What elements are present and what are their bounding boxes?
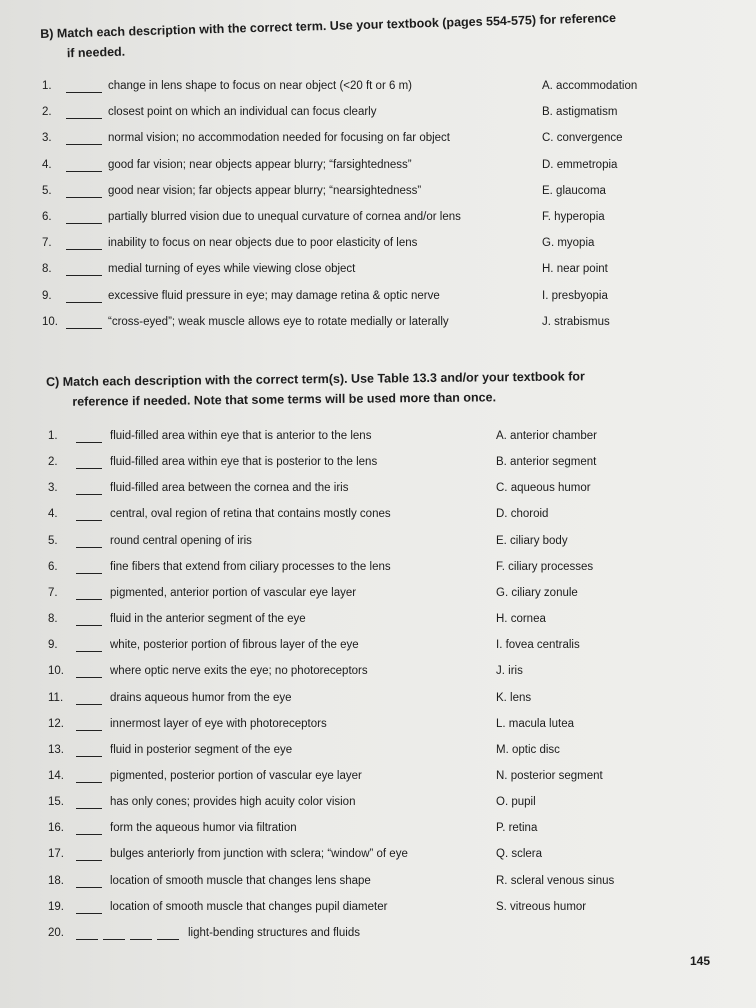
question-number: 8. — [42, 263, 52, 276]
answer-option: R. scleral venous sinus — [496, 874, 615, 887]
section-b-heading — [40, 5, 721, 64]
question-row — [42, 211, 682, 227]
answer-option: M. optic disc — [496, 743, 560, 756]
question-number: 20. — [48, 926, 64, 939]
question-description: partially blurred vision due to unequal curvature of cornea and/or lens — [108, 211, 461, 223]
answer-option: H. cornea — [496, 613, 546, 626]
answer-option: F. ciliary processes — [496, 560, 594, 573]
question-row — [48, 613, 638, 629]
answer-blank[interactable] — [76, 756, 102, 757]
section-b-heading-line1: B) Match each description with the correct term. Use your textbook (pages 554-575) for reference — [40, 10, 617, 41]
question-number: 1. — [42, 80, 52, 92]
question-description: fluid-filled area between the cornea and the iris — [110, 482, 349, 495]
question-row — [48, 508, 638, 524]
answer-option: A. anterior chamber — [496, 430, 597, 442]
question-description: white, posterior portion of fibrous layer of the eye — [110, 639, 359, 652]
section-c-heading — [46, 365, 686, 412]
question-description: form the aqueous humor via filtration — [110, 822, 297, 835]
question-description: location of smooth muscle that changes pupil diameter — [110, 900, 388, 913]
question-description: excessive fluid pressure in eye; may damage retina & optic nerve — [108, 289, 440, 302]
answer-option: D. choroid — [496, 508, 549, 521]
answer-option: A. accommodation — [542, 80, 638, 92]
question-number: 3. — [48, 482, 58, 495]
answer-option: C. aqueous humor — [496, 482, 591, 495]
answer-option: B. astigmatism — [542, 106, 618, 119]
question-row — [48, 718, 638, 734]
question-description: round central opening of iris — [110, 534, 252, 547]
question-number: 17. — [48, 848, 64, 861]
section-c-heading-line2: reference if needed. Note that some terms will be used more than once. — [72, 390, 497, 409]
question-description: where optic nerve exits the eye; no photoreceptors — [110, 665, 368, 678]
answer-option: I. fovea centralis — [496, 639, 580, 652]
question-description: change in lens shape to focus on near object (<20 ft or 6 m) — [108, 80, 412, 92]
question-row — [48, 665, 638, 681]
answer-option: P. retina — [496, 822, 538, 835]
question-description: fluid in the anterior segment of the eye — [110, 613, 306, 626]
question-row — [42, 185, 682, 201]
question-row — [48, 927, 638, 943]
question-row — [48, 535, 638, 551]
answer-blank[interactable] — [76, 704, 102, 705]
answer-blank[interactable] — [76, 782, 102, 783]
question-description: good far vision; near objects appear blurry; “farsightedness” — [108, 158, 412, 171]
question-number: 1. — [48, 430, 58, 442]
answer-blank[interactable] — [66, 171, 102, 172]
answer-blank[interactable] — [76, 834, 102, 835]
answer-blank[interactable] — [76, 520, 102, 521]
question-row — [42, 290, 682, 306]
answer-option: S. vitreous humor — [496, 900, 587, 913]
answer-blank[interactable] — [76, 468, 102, 469]
question-description: “cross-eyed”; weak muscle allows eye to rotate medially or laterally — [108, 315, 449, 328]
question-description: good near vision; far objects appear blurry; “nearsightedness” — [108, 184, 422, 197]
section-c-heading-line1: C) Match each description with the correct term(s). Use Table 13.3 and/or your textbook for — [46, 369, 585, 389]
question-row — [48, 561, 638, 577]
question-row — [42, 106, 682, 122]
question-description: fluid-filled area within eye that is posterior to the lens — [110, 456, 378, 469]
answer-blank[interactable] — [66, 302, 102, 303]
answer-blank[interactable] — [130, 939, 152, 940]
question-row — [48, 430, 638, 446]
question-description: central, oval region of retina that contains mostly cones — [110, 508, 391, 521]
question-row — [42, 316, 682, 332]
question-description: fine fibers that extend from ciliary processes to the lens — [110, 560, 391, 573]
question-description: inability to focus on near objects due to poor elasticity of lens — [108, 237, 418, 250]
question-row — [48, 482, 638, 498]
answer-blank[interactable] — [76, 573, 102, 574]
question-description: fluid-filled area within eye that is anterior to the lens — [110, 430, 372, 442]
answer-blank[interactable] — [103, 939, 125, 940]
answer-option: I. presbyopia — [542, 289, 608, 302]
answer-blank[interactable] — [66, 275, 102, 276]
answer-blank[interactable] — [157, 939, 179, 940]
question-row — [42, 159, 682, 175]
question-row — [48, 692, 638, 708]
question-number: 9. — [48, 639, 58, 652]
question-number: 2. — [42, 106, 52, 119]
answer-blank[interactable] — [66, 197, 102, 198]
answer-option: G. myopia — [542, 237, 595, 250]
question-number: 8. — [48, 613, 58, 626]
answer-blank[interactable] — [66, 249, 102, 250]
question-number: 4. — [42, 158, 52, 171]
answer-blank[interactable] — [76, 860, 102, 861]
answer-option: L. macula lutea — [496, 717, 574, 730]
question-number: 3. — [42, 132, 52, 145]
answer-option: F. hyperopia — [542, 211, 605, 223]
question-number: 10. — [48, 665, 64, 678]
answer-blank[interactable] — [76, 547, 102, 548]
question-number: 11. — [48, 691, 64, 704]
answer-blank[interactable] — [76, 913, 102, 914]
answer-blank[interactable] — [66, 223, 102, 224]
question-number: 19. — [48, 900, 64, 913]
answer-option: H. near point — [542, 263, 608, 276]
answer-blank[interactable] — [76, 494, 102, 495]
question-description: medial turning of eyes while viewing close object — [108, 263, 356, 276]
question-number: 6. — [48, 560, 58, 573]
answer-blank[interactable] — [76, 625, 102, 626]
question-number: 7. — [42, 237, 52, 250]
question-description: drains aqueous humor from the eye — [110, 691, 292, 704]
question-number: 6. — [42, 211, 52, 223]
question-number: 5. — [42, 184, 52, 197]
question-row — [48, 822, 638, 838]
answer-blank[interactable] — [76, 808, 102, 809]
question-row — [48, 875, 638, 891]
answer-blank[interactable] — [76, 442, 102, 443]
question-row — [48, 456, 638, 472]
question-description: pigmented, posterior portion of vascular eye layer — [110, 769, 362, 782]
question-row — [48, 744, 638, 760]
answer-blank[interactable] — [66, 328, 102, 329]
answer-option: N. posterior segment — [496, 769, 603, 782]
question-description: normal vision; no accommodation needed for focusing on far object — [108, 132, 451, 145]
answer-option: G. ciliary zonule — [496, 586, 578, 599]
question-description: fluid in posterior segment of the eye — [110, 743, 293, 756]
question-row — [48, 901, 638, 917]
question-number: 15. — [48, 796, 64, 809]
question-number: 5. — [48, 534, 58, 547]
answer-blank[interactable] — [66, 92, 102, 93]
question-description: pigmented, anterior portion of vascular eye layer — [110, 586, 357, 599]
question-row — [48, 639, 638, 655]
question-number: 9. — [42, 289, 52, 302]
answer-option: B. anterior segment — [496, 456, 597, 469]
question-row — [48, 770, 638, 786]
question-number: 13. — [48, 743, 64, 756]
question-row — [42, 132, 682, 148]
answer-blank[interactable] — [66, 144, 102, 145]
question-row — [42, 80, 682, 96]
question-row — [42, 237, 682, 253]
question-row — [48, 848, 638, 864]
question-row — [42, 263, 682, 279]
answer-blank[interactable] — [76, 887, 102, 888]
answer-option: E. ciliary body — [496, 534, 568, 547]
answer-option: J. strabismus — [542, 315, 610, 328]
question-description: location of smooth muscle that changes lens shape — [110, 874, 371, 887]
answer-option: K. lens — [496, 691, 532, 704]
answer-option: J. iris — [496, 665, 523, 678]
answer-blank[interactable] — [66, 118, 102, 119]
answer-option: O. pupil — [496, 796, 536, 809]
answer-option: D. emmetropia — [542, 158, 618, 171]
answer-option: Q. sclera — [496, 848, 543, 861]
answer-option: C. convergence — [542, 132, 623, 145]
question-number: 12. — [48, 717, 64, 730]
question-description: light-bending structures and fluids — [188, 926, 360, 939]
question-number: 14. — [48, 769, 64, 782]
question-row — [48, 587, 638, 603]
question-row — [48, 796, 638, 812]
question-number: 18. — [48, 874, 64, 887]
question-number: 7. — [48, 586, 58, 599]
answer-option: E. glaucoma — [542, 184, 606, 197]
answer-blank[interactable] — [76, 730, 102, 731]
answer-blank[interactable] — [76, 677, 102, 678]
question-number: 4. — [48, 508, 58, 521]
question-number: 10. — [42, 315, 58, 328]
page-number: 145 — [690, 954, 711, 968]
question-description: innermost layer of eye with photoreceptors — [110, 717, 327, 730]
question-description: bulges anteriorly from junction with sclera; “window” of eye — [110, 848, 408, 861]
answer-blank[interactable] — [76, 939, 98, 940]
question-number: 16. — [48, 822, 64, 835]
section-b-heading-line2: if needed. — [66, 44, 126, 61]
question-description: has only cones; provides high acuity color vision — [110, 796, 356, 809]
answer-blank[interactable] — [76, 599, 102, 600]
question-description: closest point on which an individual can focus clearly — [108, 106, 377, 119]
question-number: 2. — [48, 456, 58, 469]
answer-blank[interactable] — [76, 651, 102, 652]
